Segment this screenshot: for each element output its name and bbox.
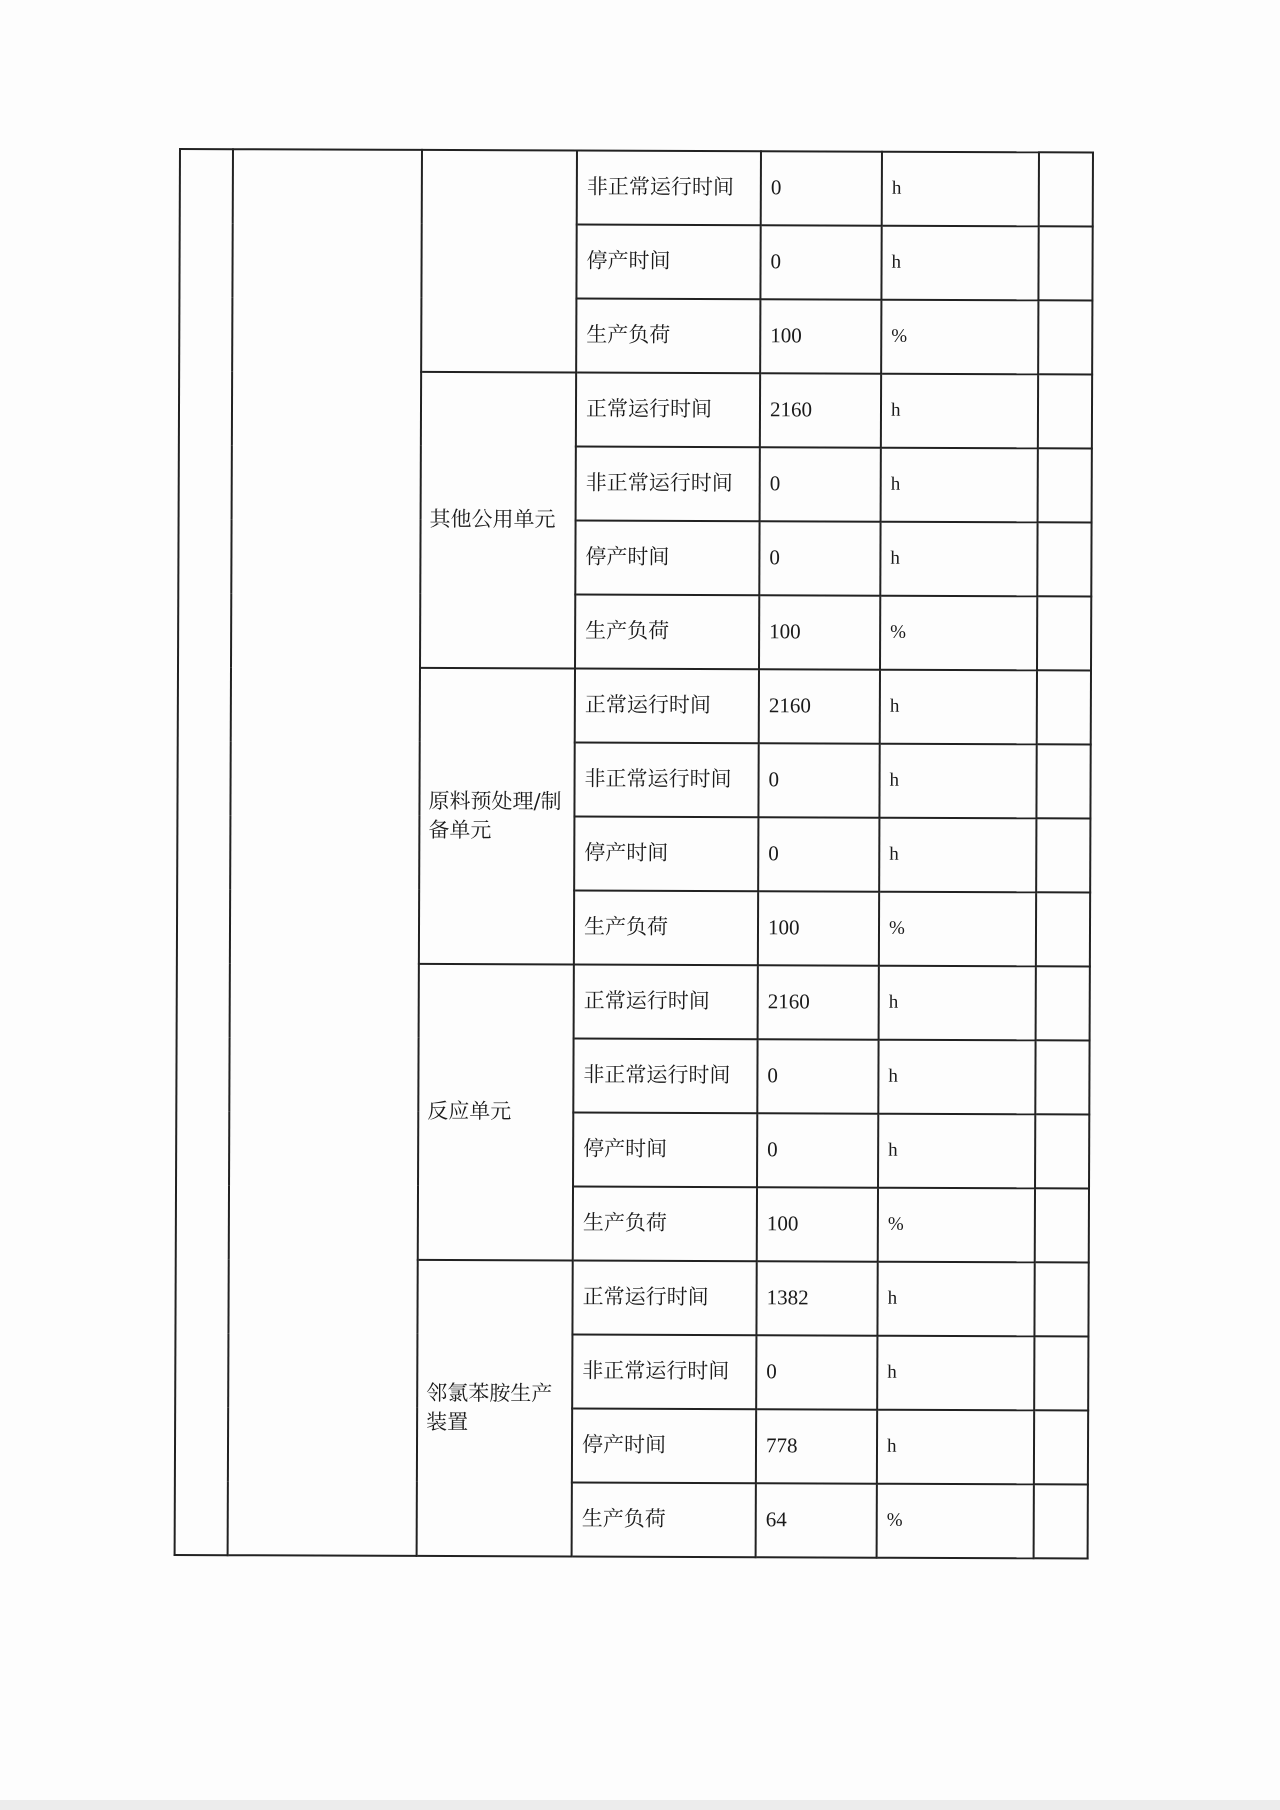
metric-value: 0 <box>761 151 882 225</box>
metric-unit: % <box>880 596 1037 671</box>
metric-value: 100 <box>758 891 879 965</box>
metric-name: 正常运行时间 <box>575 669 759 744</box>
metric-value: 0 <box>757 1113 878 1187</box>
metric-unit: h <box>881 448 1038 523</box>
remark-cell <box>1037 670 1091 744</box>
metric-value: 2160 <box>760 373 881 447</box>
metric-value: 64 <box>756 1483 877 1557</box>
remark-cell <box>1034 1410 1088 1484</box>
metric-value: 0 <box>756 1335 877 1409</box>
metric-unit: h <box>880 670 1037 745</box>
metric-value: 778 <box>756 1409 877 1483</box>
metric-unit: h <box>879 818 1036 893</box>
remark-cell <box>1035 1188 1089 1262</box>
metric-value: 100 <box>760 299 881 373</box>
metric-value: 2160 <box>759 669 880 743</box>
metric-unit: h <box>881 226 1038 301</box>
remark-cell <box>1035 1114 1089 1188</box>
metric-name: 非正常运行时间 <box>574 743 758 818</box>
unit-group-name <box>421 150 577 373</box>
remark-cell <box>1038 300 1092 374</box>
metric-value: 0 <box>758 743 879 817</box>
remark-cell <box>1038 448 1092 522</box>
metric-name: 停产时间 <box>573 1113 757 1188</box>
metric-name: 停产时间 <box>574 817 758 892</box>
remark-cell <box>1036 966 1090 1040</box>
metric-value: 1382 <box>756 1261 877 1335</box>
metric-name: 生产负荷 <box>575 595 759 670</box>
metric-name: 生产负荷 <box>574 891 758 966</box>
metric-name: 正常运行时间 <box>576 373 760 448</box>
metric-value: 0 <box>758 817 879 891</box>
metric-unit: % <box>879 892 1036 967</box>
remark-cell <box>1037 596 1091 670</box>
metric-unit: % <box>877 1484 1034 1559</box>
remark-cell <box>1035 1040 1089 1114</box>
remark-cell <box>1034 1336 1088 1410</box>
remark-cell <box>1039 152 1093 226</box>
metric-unit: h <box>881 374 1038 449</box>
table-row <box>180 149 1093 227</box>
metric-unit: h <box>877 1410 1034 1485</box>
metric-name: 生产负荷 <box>572 1483 756 1558</box>
metric-name: 非正常运行时间 <box>576 447 760 522</box>
remark-cell <box>1036 818 1090 892</box>
metric-value: 0 <box>760 447 881 521</box>
remark-cell <box>1038 226 1092 300</box>
metric-name: 生产负荷 <box>573 1187 757 1262</box>
outer-blank-col-1 <box>175 149 233 1555</box>
metric-value: 0 <box>757 1039 878 1113</box>
unit-group-name: 其他公用单元 <box>420 372 576 669</box>
unit-group-name: 反应单元 <box>418 964 574 1261</box>
metric-value: 100 <box>757 1187 878 1261</box>
metric-unit: h <box>878 1040 1035 1115</box>
metric-name: 停产时间 <box>572 1409 756 1484</box>
scan-bottom-edge <box>0 1800 1280 1810</box>
remark-cell <box>1034 1262 1088 1336</box>
unit-group-name: 邻氯苯胺生产装置 <box>417 1260 573 1557</box>
operating-time-table <box>174 148 1094 1560</box>
metric-unit: % <box>881 300 1038 375</box>
metric-unit: h <box>882 152 1039 227</box>
table-body <box>175 149 1093 1558</box>
unit-group-name: 原料预处理/制备单元 <box>419 668 575 965</box>
metric-unit: h <box>877 1262 1034 1337</box>
metric-unit: % <box>878 1188 1035 1263</box>
metric-name: 非正常运行时间 <box>573 1039 757 1114</box>
remark-cell <box>1038 374 1092 448</box>
metric-value: 2160 <box>758 965 879 1039</box>
metric-value: 0 <box>759 521 880 595</box>
metric-name: 停产时间 <box>575 521 759 596</box>
remark-cell <box>1034 1484 1088 1558</box>
metric-name: 非正常运行时间 <box>572 1335 756 1410</box>
remark-cell <box>1037 522 1091 596</box>
outer-blank-col-2 <box>228 149 422 1556</box>
metric-name: 停产时间 <box>576 225 760 300</box>
metric-unit: h <box>879 966 1036 1041</box>
metric-value: 100 <box>759 595 880 669</box>
metric-unit: h <box>877 1336 1034 1411</box>
metric-unit: h <box>878 1114 1035 1189</box>
metric-value: 0 <box>760 225 881 299</box>
remark-cell <box>1036 892 1090 966</box>
metric-unit: h <box>879 744 1036 819</box>
metric-name: 非正常运行时间 <box>577 151 761 226</box>
metric-unit: h <box>880 522 1037 597</box>
metric-name: 正常运行时间 <box>572 1261 756 1336</box>
metric-name: 生产负荷 <box>576 299 760 374</box>
metric-name: 正常运行时间 <box>574 965 758 1040</box>
remark-cell <box>1036 744 1090 818</box>
